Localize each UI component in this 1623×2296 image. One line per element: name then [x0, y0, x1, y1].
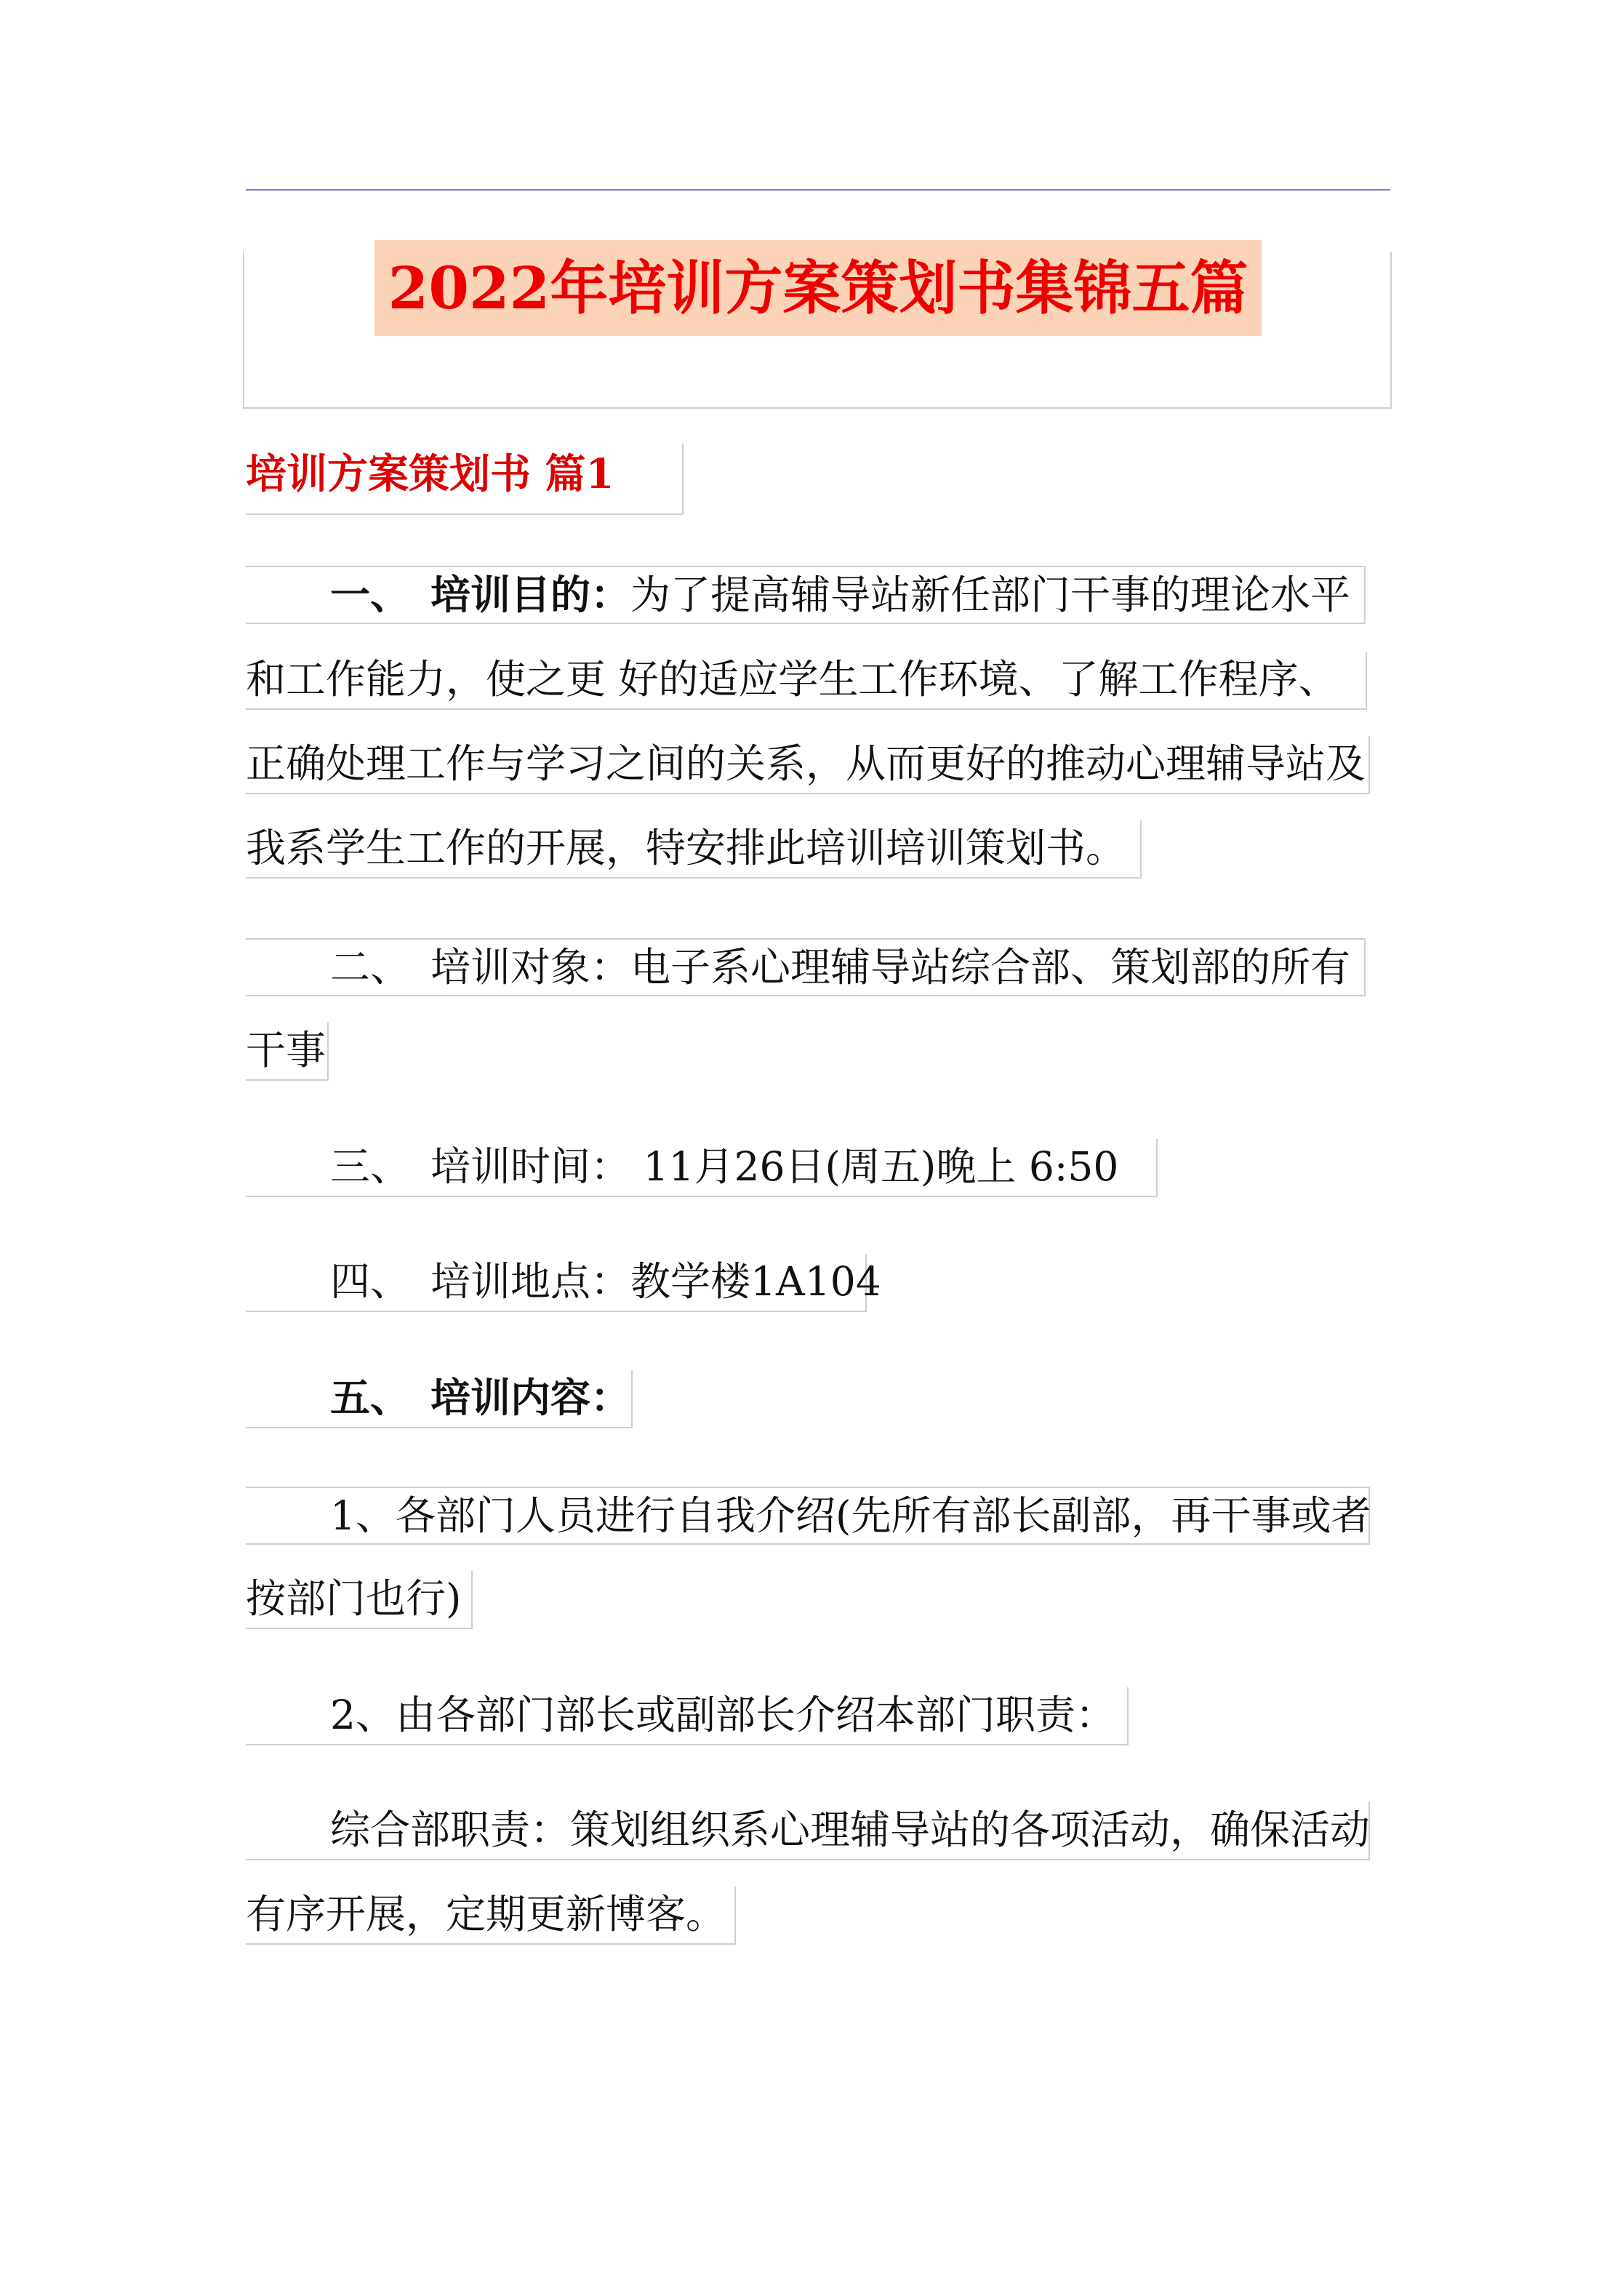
item-2-line-2: 干事 — [246, 1023, 329, 1081]
item-1-text: 为了提高辅导站新任部门干事的理论水平 — [630, 572, 1351, 618]
document-title: 2022年培训方案策划书集锦五篇 — [374, 240, 1262, 336]
content-1-line-1 — [246, 1487, 1370, 1545]
item-5-number: 五、 — [330, 1374, 411, 1421]
content-3-line-2: 有序开展，定期更新博客。 — [246, 1887, 736, 1945]
item-3-line — [246, 1139, 1158, 1197]
content-2-line — [246, 1687, 1129, 1745]
item-4-number: 四、 — [330, 1258, 411, 1305]
item-5-line — [246, 1370, 633, 1428]
item-1-line-2: 和工作能力，使之更 好的适应学生工作环境、了解工作程序、 — [246, 652, 1367, 710]
content-3-text: 综合部职责：策划组织系心理辅导站的各项活动，确保活动 — [330, 1807, 1371, 1853]
content-3-line-1 — [246, 1802, 1370, 1860]
item-2-number: 二、 — [330, 944, 411, 991]
item-5-label: 培训内容： — [430, 1374, 631, 1421]
content-1-line-2: 按部门也行) — [246, 1571, 473, 1629]
content-1-text: 1、各部门人员进行自我介绍(先所有部长副部，再干事或者 — [330, 1492, 1371, 1539]
item-1-line-1 — [246, 566, 1366, 624]
item-4-line — [246, 1254, 881, 1312]
item-2-text: 培训对象：电子系心理辅导站综合部、策划部的所有 — [430, 944, 1351, 991]
item-4-text: 培训地点：教学楼1A104 — [430, 1258, 881, 1305]
content-2-text: 2、由各部门部长或副部长介绍本部门职责： — [330, 1692, 1115, 1738]
item-2-line-1 — [246, 938, 1366, 996]
item-1-line-3: 正确处理工作与学习之间的关系，从而更好的推动心理辅导站及 — [246, 736, 1370, 794]
item-1-number: 一、 — [330, 571, 411, 618]
section-heading: 培训方案策划书 篇1 — [246, 444, 684, 515]
header-rule — [246, 189, 1390, 191]
item-3-number: 三、 — [330, 1143, 411, 1190]
item-1-line-4: 我系学生工作的开展，特安排此培训培训策划书。 — [246, 820, 1142, 879]
item-1-label: 培训目的： — [430, 571, 631, 618]
item-3-text: 培训时间： 11月26日(周五)晚上 6:50 — [430, 1143, 1119, 1190]
